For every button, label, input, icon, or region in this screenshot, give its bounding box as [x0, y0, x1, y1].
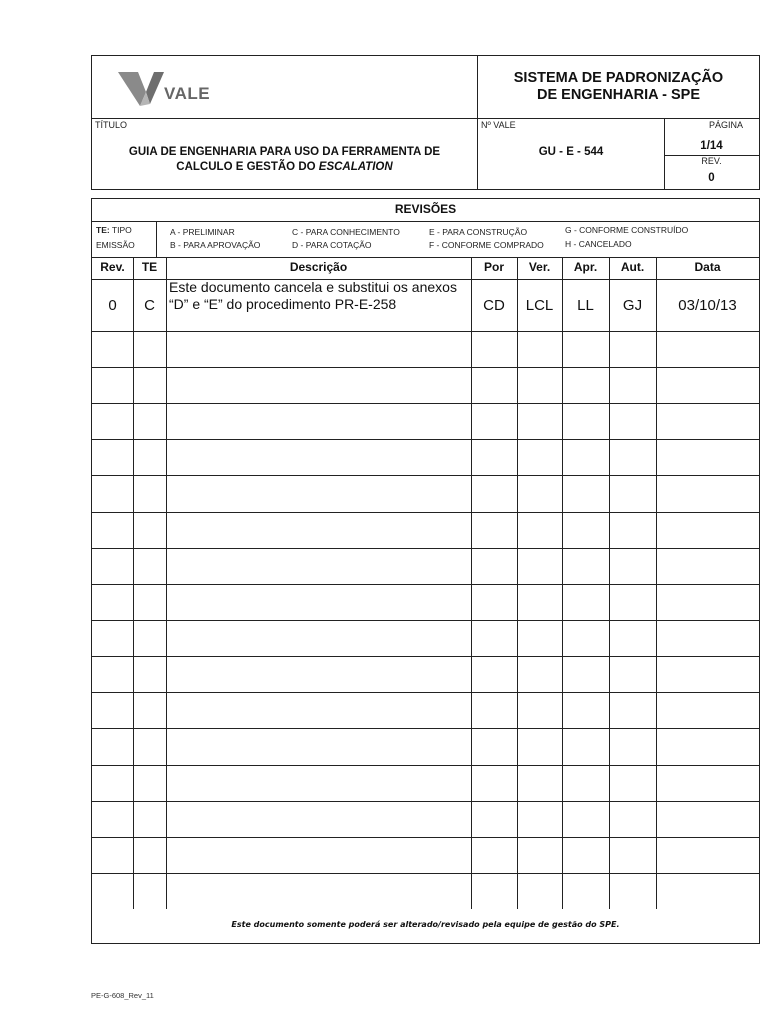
- row-divider: [92, 801, 759, 802]
- row1-rev: 0: [108, 296, 117, 314]
- row1-description: Este documento cancela e substitui os anexos “D” e “E” do procedimento PR-E-258: [169, 279, 457, 312]
- legend-b: B - PARA APROVAÇÃO: [170, 240, 261, 250]
- legend-top-line: [92, 221, 759, 222]
- vale-logo: [116, 70, 216, 110]
- col-data: Data: [694, 260, 721, 274]
- titulo-label: TÍTULO: [95, 120, 128, 130]
- row-divider: [92, 331, 759, 332]
- row1-apr: LL: [577, 296, 594, 314]
- document-title-line1: GUIA DE ENGENHARIA PARA USO DA FERRAMENTA DE: [128, 146, 441, 158]
- rev-label: REV.: [701, 156, 722, 166]
- row1-por: CD: [483, 296, 505, 314]
- column-divider: [609, 257, 610, 909]
- legend-a: A - PRELIMINAR: [170, 227, 235, 237]
- column-divider: [656, 257, 657, 909]
- document-header: [91, 55, 760, 190]
- document-title-line2-text: CALCULO E GESTÃO DO: [176, 161, 319, 173]
- col-por: Por: [483, 260, 504, 274]
- system-title: [478, 70, 759, 104]
- row-divider: [92, 548, 759, 549]
- legend-g: G - CONFORME CONSTRUÍDO: [565, 225, 689, 235]
- emissao-label: EMISSÃO: [96, 240, 135, 250]
- row1-ver: LCL: [525, 296, 554, 314]
- col-aut: Aut.: [620, 260, 645, 274]
- system-title-line2: DE ENGENHARIA - SPE: [536, 87, 700, 103]
- row-divider: [92, 439, 759, 440]
- row-divider: [92, 620, 759, 621]
- col-ver: Ver.: [528, 260, 551, 274]
- rev-number: 0: [708, 172, 715, 184]
- document-title: [92, 145, 477, 175]
- header-row-top-line: [92, 257, 759, 258]
- row-divider: [92, 765, 759, 766]
- header-row-divider: [92, 118, 759, 119]
- column-divider: [133, 257, 134, 909]
- row-divider: [92, 367, 759, 368]
- row-divider: [92, 837, 759, 838]
- te-label: TE:: [96, 225, 110, 235]
- col-rev: Rev.: [100, 260, 125, 274]
- document-number: GU - E - 544: [538, 146, 604, 158]
- document-title-italic: ESCALATION: [318, 161, 393, 173]
- row-divider: [92, 584, 759, 585]
- row-divider: [92, 656, 759, 657]
- row-divider: [92, 475, 759, 476]
- document-title-line2: [92, 160, 477, 175]
- form-code: PE-G-608_Rev_11: [91, 991, 154, 1000]
- te-tipo-text: TIPO: [109, 225, 132, 235]
- row-divider: [92, 403, 759, 404]
- row1-aut: GJ: [622, 296, 643, 314]
- page-number: 1/14: [700, 140, 723, 152]
- revisions-table: [91, 198, 760, 944]
- row-divider: [92, 728, 759, 729]
- legend-c: C - PARA CONHECIMENTO: [292, 227, 400, 237]
- pagina-label: PÁGINA: [708, 120, 743, 130]
- col-apr: Apr.: [573, 260, 598, 274]
- row-divider: [92, 873, 759, 874]
- col-te: TE: [141, 260, 158, 274]
- legend-h: H - CANCELADO: [565, 239, 632, 249]
- row-divider: [92, 512, 759, 513]
- legend-d: D - PARA COTAÇÃO: [292, 240, 372, 250]
- footnote: Este documento somente poderá ser alterado/revisado pela equipe de gestão do SPE.: [231, 920, 620, 929]
- logo-text: VALE: [164, 84, 211, 103]
- te-tipo-label: [96, 225, 132, 235]
- n-vale-label: Nº VALE: [481, 120, 516, 130]
- column-divider: [517, 257, 518, 909]
- col-descricao: Descrição: [289, 260, 348, 274]
- legend-divider: [156, 221, 157, 257]
- row1-te: C: [144, 296, 155, 314]
- row-divider: [92, 692, 759, 693]
- row-divider: [92, 279, 759, 280]
- legend-e: E - PARA CONSTRUÇÃO: [429, 227, 528, 237]
- column-divider: [166, 257, 167, 909]
- revisions-title: REVISÕES: [394, 202, 457, 216]
- column-divider: [562, 257, 563, 909]
- column-divider: [471, 257, 472, 909]
- legend-f: F - CONFORME COMPRADO: [429, 240, 544, 250]
- system-title-line1: SISTEMA DE PADRONIZAÇÃO: [513, 70, 724, 86]
- row1-data: 03/10/13: [678, 296, 737, 314]
